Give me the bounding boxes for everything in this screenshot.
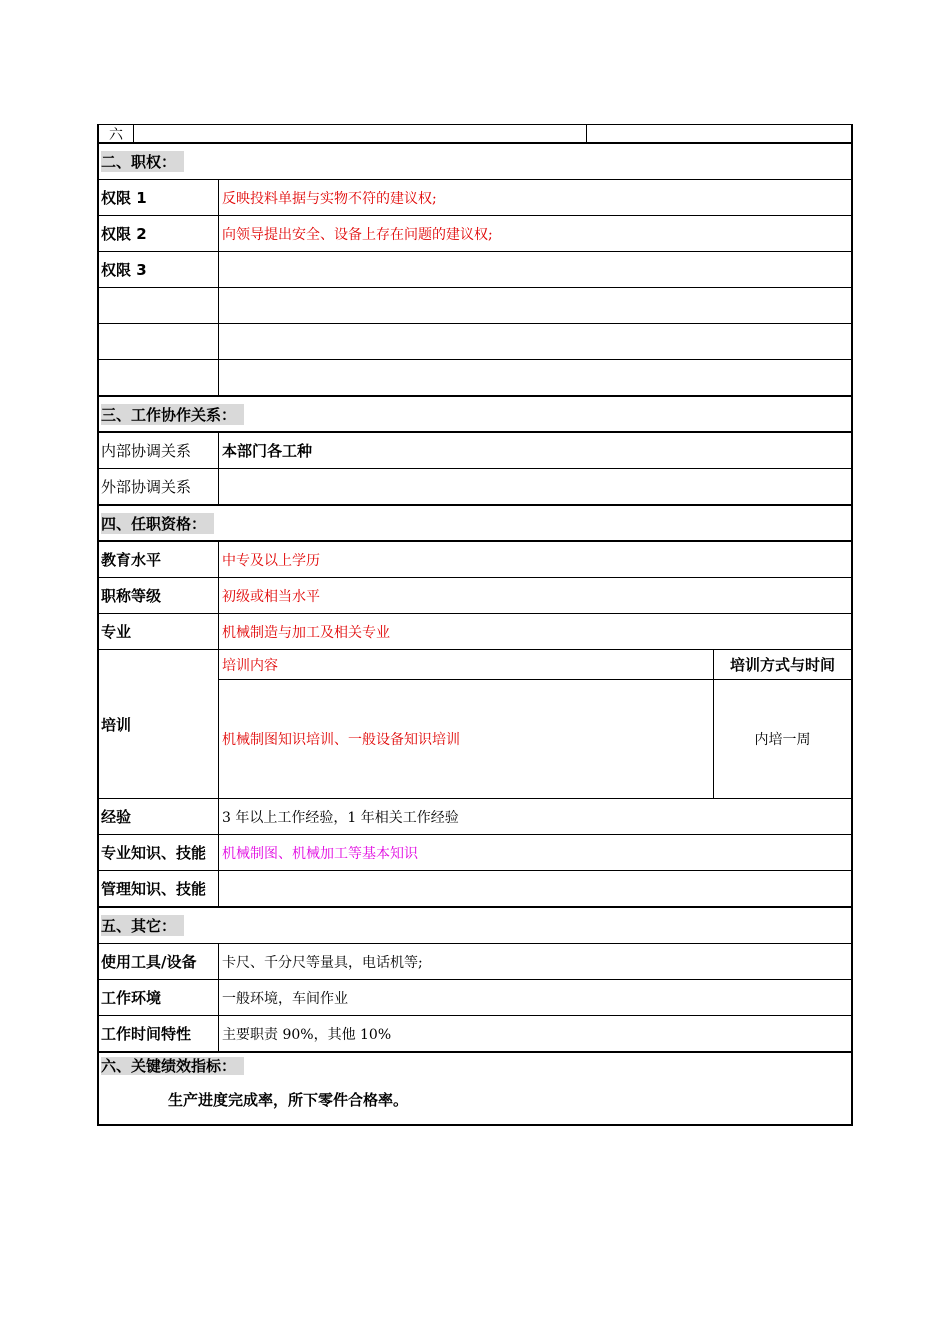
section-4-title: 四、任职资格： [101, 513, 214, 534]
authority-row-empty-1 [97, 288, 853, 324]
management-skills-label: 管理知识、技能 [99, 871, 219, 906]
top-partial-row [97, 124, 853, 144]
section-4-heading [97, 506, 853, 542]
kpi-text: 生产进度完成率，所下零件合格率。 [168, 1091, 409, 1109]
section-6-block [97, 1053, 853, 1126]
authority-3-value [219, 252, 851, 287]
education-value: 中专及以上学历 [222, 552, 320, 569]
work-time-row [97, 1016, 853, 1053]
training-method: 内培一周 [754, 732, 811, 748]
section-6-heading [101, 1055, 244, 1076]
management-skills-row [97, 871, 853, 908]
experience-row [97, 799, 853, 835]
title-level-row [97, 578, 853, 614]
education-row [97, 542, 853, 578]
section-6-title: 六、关键绩效指标： [101, 1057, 244, 1075]
authority-row-empty-3 [97, 360, 853, 397]
environment-label: 工作环境 [99, 980, 219, 1015]
authority-row-empty-2 [97, 324, 853, 360]
tools-label: 使用工具/设备 [99, 944, 219, 979]
external-relations-value [219, 469, 851, 504]
training-row [97, 650, 853, 799]
experience-label: 经验 [99, 799, 219, 834]
major-value: 机械制造与加工及相关专业 [222, 624, 390, 641]
title-level-label: 职称等级 [99, 578, 219, 613]
tools-value: 卡尺、千分尺等量具，电话机等; [222, 954, 423, 971]
internal-relations-value: 本部门各工种 [222, 442, 313, 460]
major-row [97, 614, 853, 650]
section-3-heading [97, 397, 853, 433]
authority-row-1 [97, 180, 853, 216]
authority-row-2 [97, 216, 853, 252]
title-level-value: 初级或相当水平 [222, 588, 320, 605]
training-method-header: 培训方式与时间 [729, 656, 835, 674]
experience-value: 3 年以上工作经验，1 年相关工作经验 [222, 809, 459, 826]
authority-1-label: 权限 1 [99, 180, 219, 215]
authority-1-value: 反映投料单据与实物不符的建议权; [222, 190, 437, 207]
tools-row [97, 944, 853, 980]
section-2-heading [97, 144, 853, 180]
section-5-heading [97, 908, 853, 944]
training-label: 培训 [99, 650, 219, 798]
authority-row-3 [97, 252, 853, 288]
education-label: 教育水平 [99, 542, 219, 577]
section-2-title: 二、职权： [101, 151, 184, 172]
skills-label: 专业知识、技能 [99, 835, 219, 870]
top-row-number: 六 [99, 125, 134, 142]
internal-relations-label: 内部协调关系 [99, 433, 219, 468]
work-time-value: 主要职责 90%，其他 10% [222, 1026, 392, 1043]
section-3-title: 三、工作协作关系： [101, 404, 244, 425]
training-body-row [219, 680, 851, 798]
training-content-header: 培训内容 [219, 650, 714, 679]
empty-label [99, 288, 219, 323]
environment-value: 一般环境，车间作业 [222, 990, 348, 1007]
authority-2-label: 权限 2 [99, 216, 219, 251]
training-content: 机械制图知识培训、一般设备知识培训 [219, 680, 714, 798]
management-skills-value [219, 871, 851, 906]
training-header-row [219, 650, 851, 680]
authority-2-value: 向领导提出安全、设备上存在问题的建议权; [222, 226, 493, 243]
skills-row [97, 835, 853, 871]
empty-label [99, 324, 219, 359]
major-label: 专业 [99, 614, 219, 649]
section-5-title: 五、其它： [101, 915, 184, 936]
external-relations-row [97, 469, 853, 506]
skills-value: 机械制图、机械加工等基本知识 [222, 845, 418, 862]
environment-row [97, 980, 853, 1016]
top-row-cell-empty [134, 125, 587, 142]
internal-relations-row [97, 433, 853, 469]
authority-3-label: 权限 3 [99, 252, 219, 287]
external-relations-label: 外部协调关系 [99, 469, 219, 504]
empty-label [99, 360, 219, 395]
job-description-table [97, 124, 853, 1126]
work-time-label: 工作时间特性 [99, 1016, 219, 1051]
